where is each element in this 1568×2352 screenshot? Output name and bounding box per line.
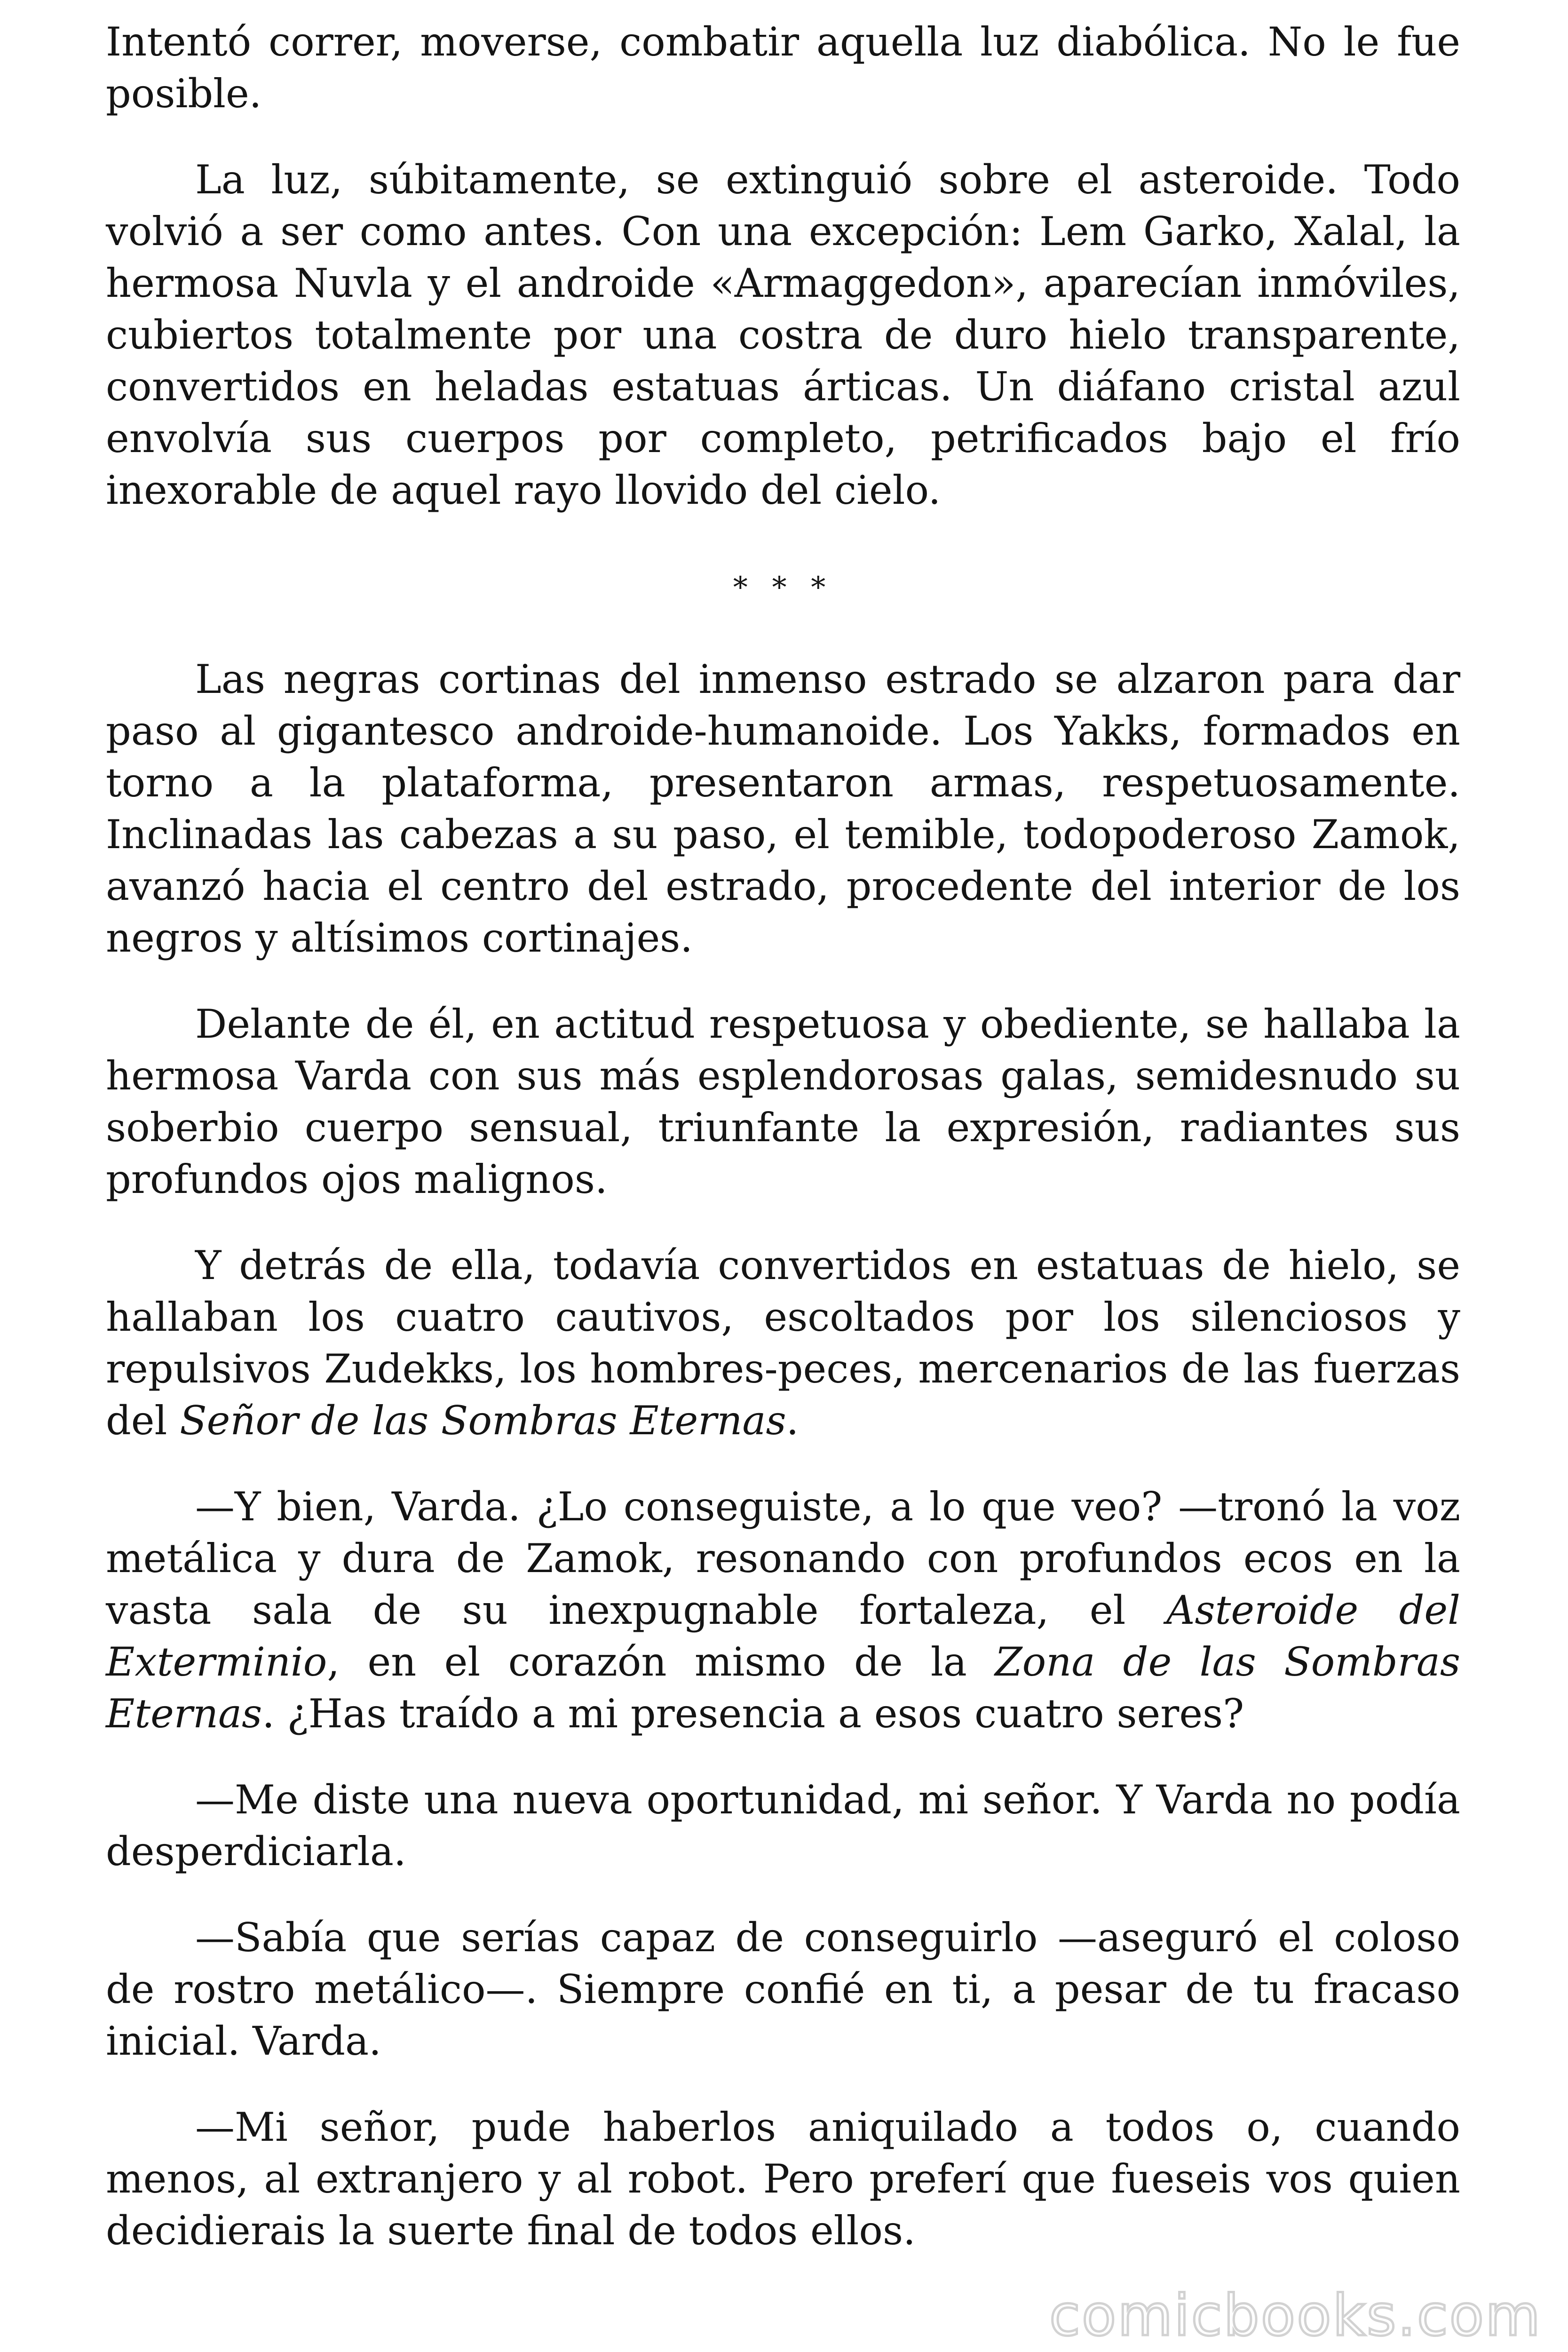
paragraph-text: Y detrás de ella, todavía convertidos en estatuas de hielo, se hallaban los cuatro cautivos, escoltados por los silenciosos y repulsivos Zudekks, los hombres-peces, mercenarios de las fuerzas del — [106, 1242, 1460, 1444]
italic-title: Zona de las Sombras Eternas — [106, 1639, 1460, 1737]
paragraph — [106, 998, 1460, 1205]
paragraph — [106, 1481, 1460, 1740]
paragraph-text: Delante de él, en actitud respetuosa y obediente, se hallaba la hermosa Varda con sus más esplendorosas galas, semidesnudo su soberbio cuerpo sensual, triunfante la expresión, radiantes sus profundos ojos malignos. — [106, 1001, 1460, 1202]
page-body — [106, 0, 1460, 2257]
paragraph-text: . ¿Has traído a mi presencia a esos cuatro seres? — [262, 1691, 1244, 1737]
paragraph-text: Intentó correr, moverse, combatir aquella luz diabólica. No le fue posible. — [106, 19, 1460, 117]
paragraph-text: —Y bien, Varda. ¿Lo conseguiste, a lo que veo? —tronó la voz metálica y dura de Zamok, resonando con profundos ecos en la vasta sala de su inexpugnable fortaleza, el — [106, 1484, 1460, 1633]
paragraph-text: , en el corazón mismo de la — [327, 1639, 995, 1685]
paragraph — [106, 653, 1460, 964]
paragraph — [106, 16, 1460, 119]
paragraph-text: Las negras cortinas del inmenso estrado se alzaron para dar paso al gigantesco androide-humanoide. Los Yakks, formados en torno a la plataforma, presentaron armas, respetuosamente. Inclinadas las cabezas a su paso, el temible, todopoderoso Zamok, avanzó hacia el centro del estrado, procedente del interior de los negros y altísimos cortinajes. — [106, 656, 1460, 961]
section-separator: * * * — [733, 570, 833, 604]
watermark: comicbooks.com — [1049, 2283, 1542, 2349]
paragraph — [106, 1774, 1460, 1877]
paragraph — [106, 154, 1460, 516]
paragraph — [106, 1240, 1460, 1446]
paragraph-text: —Me diste una nueva oportunidad, mi señor. Y Varda no podía desperdiciarla. — [106, 1777, 1460, 1875]
paragraph-text: La luz, súbitamente, se extinguió sobre el asteroide. Todo volvió a ser como antes. Con una excepción: Lem Garko, Xalal, la hermosa Nuvla y el androide «Armaggedon», aparecían inmóviles, cubiertos totalmente por una costra de duro hielo transparente, convertidos en heladas estatuas árticas. Un diáfano cristal azul envolvía sus cuerpos por completo, petrificados bajo el frío inexorable de aquel rayo llovido del cielo. — [106, 157, 1460, 513]
italic-title: Asteroide del Exterminio — [106, 1587, 1460, 1685]
paragraph-text: —Mi señor, pude haberlos aniquilado a todos o, cuando menos, al extranjero y al robot. Pero preferí que fueseis vos quien decidierais la suerte final de todos ellos. — [106, 2104, 1460, 2254]
italic-title: Señor de las Sombras Eternas — [180, 1398, 786, 1444]
paragraph — [106, 2101, 1460, 2257]
paragraph — [106, 1912, 1460, 2067]
paragraph-text: —Sabía que serías capaz de conseguirlo —aseguró el coloso de rostro metálico—. Siempre confié en ti, a pesar de tu fracaso inicial. Varda. — [106, 1915, 1460, 2064]
paragraph-text: . — [786, 1398, 799, 1444]
